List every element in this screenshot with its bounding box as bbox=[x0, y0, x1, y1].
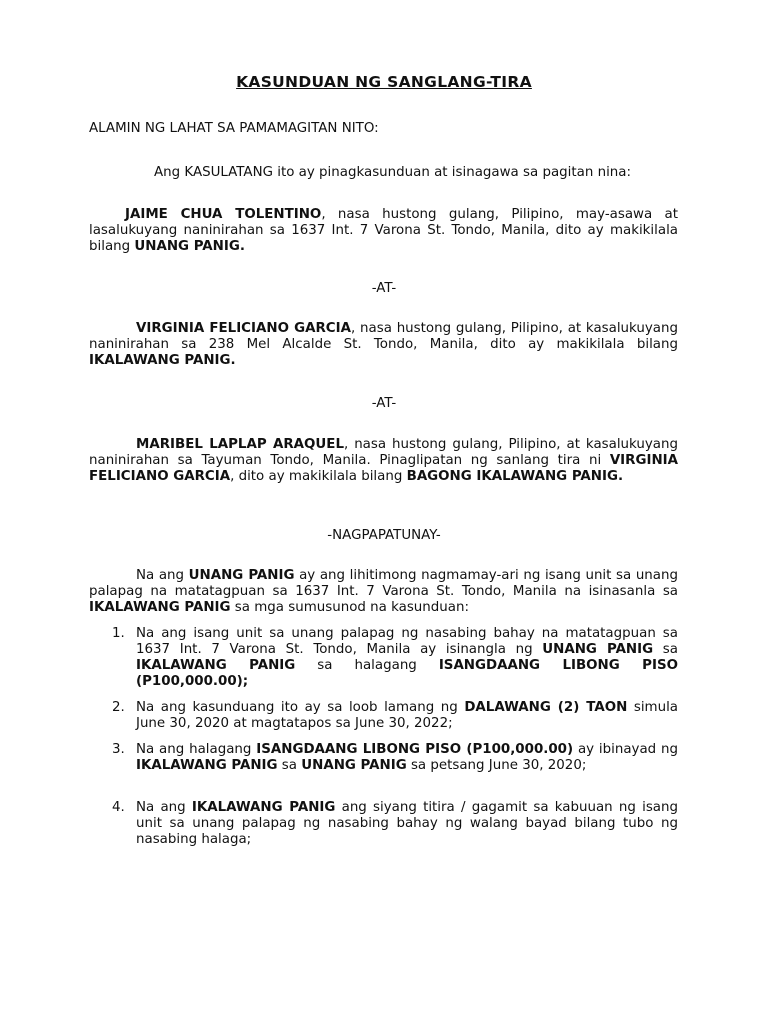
list-item-number: 2. bbox=[112, 700, 125, 715]
list-item-number: 1. bbox=[112, 626, 125, 641]
party3-text-2: , dito ay makikilala bilang bbox=[230, 469, 407, 484]
list-item-number: 4. bbox=[112, 800, 125, 815]
list-item-4 bbox=[112, 800, 678, 848]
item3-text-3: sa bbox=[277, 758, 302, 773]
list-item-3 bbox=[112, 742, 678, 774]
item2-bold-1: DALAWANG (2) TAON bbox=[464, 700, 628, 715]
statement-bold-2: IKALAWANG PANIG bbox=[89, 600, 231, 615]
party2-name: VIRGINIA FELICIANO GARCIA bbox=[136, 321, 351, 336]
section-heading: -NAGPAPATUNAY- bbox=[327, 528, 441, 543]
party3-name-2: VIRGINIA FELICIANO GARCIA bbox=[89, 453, 678, 484]
list-item-1 bbox=[112, 626, 678, 690]
separator-at-1: -AT- bbox=[371, 281, 397, 296]
item1-text-2: sa bbox=[653, 642, 678, 657]
item1-text-1: Na ang isang unit sa unang palapag ng nasabing bahay na matatagpuan sa 1637 Int. 7 Varona St. Tondo, Manila ay isinangla ng bbox=[136, 626, 678, 657]
list-item-number: 3. bbox=[112, 742, 125, 757]
party3-role: BAGONG IKALAWANG PANIG. bbox=[406, 469, 624, 484]
statement-text-2: ay ang lihitimong nagmamay-ari ng isang unit sa unang palapag na matatagpuan sa 1637 Int. 7 Varona St. Tondo, Manila na isinasanla sa bbox=[89, 568, 678, 599]
item3-bold-3: UNANG PANIG bbox=[301, 758, 407, 773]
statement-text-3: sa mga sumusunod na kasunduan: bbox=[230, 600, 469, 615]
item4-text-1: Na ang bbox=[136, 800, 192, 815]
statement-paragraph bbox=[89, 568, 678, 616]
item3-text-1: Na ang halagang bbox=[136, 742, 257, 757]
item3-text-4: sa petsang June 30, 2020; bbox=[406, 758, 587, 773]
party1-role: UNANG PANIG. bbox=[134, 239, 245, 254]
list-item-2 bbox=[112, 700, 678, 732]
party1-paragraph bbox=[89, 207, 678, 255]
party3-text-1: , nasa hustong gulang, Pilipino, at kasalukuyang naninirahan sa Tayuman Tondo, Manila. Pinaglipatan ng sanlang tira ni bbox=[89, 437, 678, 468]
statement-bold-1: UNANG PANIG bbox=[188, 568, 295, 583]
party3-name: MARIBEL LAPLAP ARAQUEL bbox=[136, 437, 344, 452]
item3-text-2: ay ibinayad ng bbox=[573, 742, 679, 757]
item1-text-3: sa halagang bbox=[295, 658, 439, 673]
party2-text: , nasa hustong gulang, Pilipino, at kasalukuyang naninirahan sa 238 Mel Alcalde St. Tondo, Manila, dito ay makikilala bilang bbox=[89, 321, 678, 352]
item2-text-2: simula June 30, 2020 at magtatapos sa June 30, 2022; bbox=[136, 700, 679, 731]
item1-bold-1: UNANG PANIG bbox=[542, 642, 654, 657]
item1-bold-3: ISANGDAANG LIBONG PISO (P100,000.00); bbox=[136, 658, 678, 689]
item3-bold-2: IKALAWANG PANIG bbox=[136, 758, 278, 773]
opening-line: Ang KASULATANG ito ay pinagkasunduan at isinagawa sa pagitan nina: bbox=[154, 165, 631, 180]
item2-text-1: Na ang kasunduang ito ay sa loob lamang ng bbox=[136, 700, 465, 715]
document-title: KASUNDUAN NG SANGLANG-TIRA bbox=[236, 73, 532, 91]
statement-text-1: Na ang bbox=[136, 568, 189, 583]
item4-bold-1: IKALAWANG PANIG bbox=[191, 800, 336, 815]
item3-bold-1: ISANGDAANG LIBONG PISO (P100,000.00) bbox=[256, 742, 574, 757]
party2-role: IKALAWANG PANIG. bbox=[89, 353, 236, 368]
party2-paragraph bbox=[89, 321, 678, 369]
item4-text-2: ang siyang titira / gagamit sa kabuuan ng isang unit sa unang palapag ng nasabing bahay ng walang bayad bilang tubo ng nasabing halaga; bbox=[136, 800, 678, 847]
party1-name: JAIME CHUA TOLENTINO bbox=[125, 207, 322, 222]
party3-paragraph bbox=[89, 437, 678, 485]
item1-bold-2: IKALAWANG PANIG bbox=[136, 658, 296, 673]
separator-at-2: -AT- bbox=[371, 396, 397, 411]
intro-line: ALAMIN NG LAHAT SA PAMAMAGITAN NITO: bbox=[89, 121, 379, 136]
party1-text: , nasa hustong gulang, Pilipino, may-asawa at lasalukuyang naninirahan sa 1637 Int. 7 Varona St. Tondo, Manila, dito ay makikilala bilang bbox=[89, 207, 679, 254]
